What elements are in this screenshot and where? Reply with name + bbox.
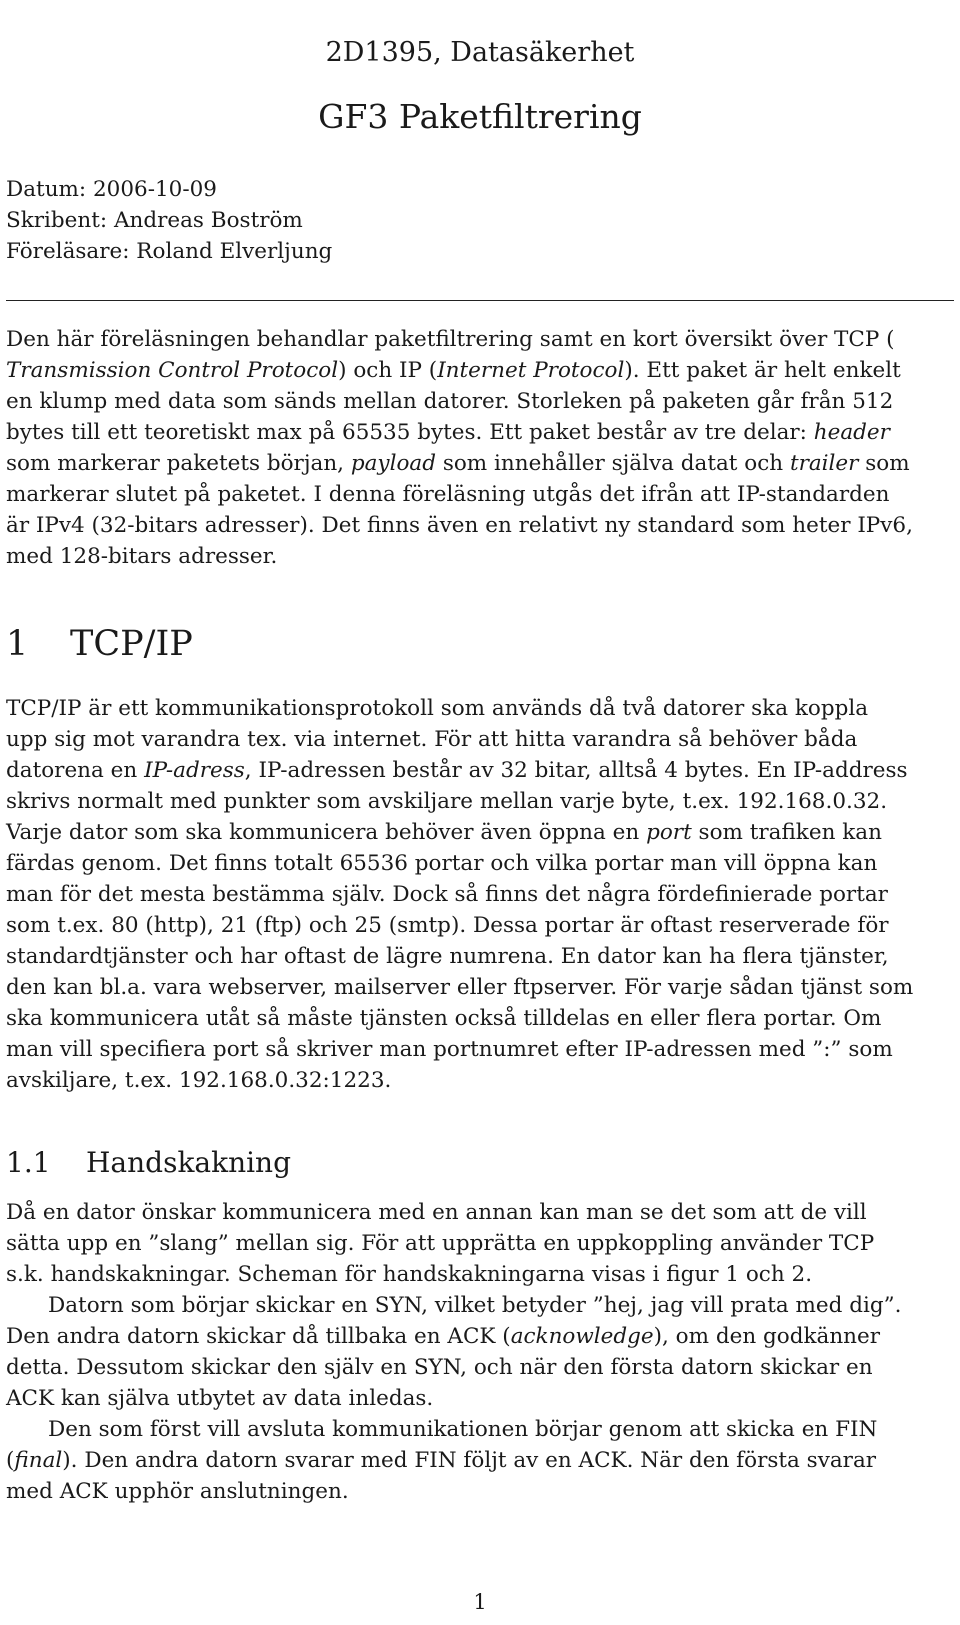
subsection-heading: 1.1 Handskakning	[6, 1146, 292, 1179]
text-line: är IPv4 (32-bitars adresser). Det finns även en relativt ny standard som heter IPv6,	[6, 513, 913, 538]
text-line: (final). Den andra datorn svarar med FIN följt av en ACK. När den första svarar	[6, 1448, 877, 1473]
text-line: Varje dator som ska kommunicera behöver även öppna en port som trafiken kan	[6, 820, 882, 845]
section-heading: 1 TCP/IP	[6, 624, 193, 664]
text-line: sätta upp en ”slang” mellan sig. För att upprätta en uppkoppling använder TCP	[6, 1231, 875, 1256]
text-line: markerar slutet på paketet. I denna föreläsning utgås det ifrån att IP-standarden	[6, 482, 890, 507]
text-line: med 128-bitars adresser.	[6, 544, 278, 569]
text-line: som markerar paketets början, payload som innehåller själva datat och trailer som	[6, 451, 910, 476]
text-line: skrivs normalt med punkter som avskiljare mellan varje byte, t.ex. 192.168.0.32.	[6, 789, 888, 814]
text-line: Då en dator önskar kommunicera med en annan kan man se det som att de vill	[6, 1200, 867, 1225]
meta-lecturer: Föreläsare: Roland Elverljung	[6, 239, 333, 264]
text-line: TCP/IP är ett kommunikationsprotokoll som används då två datorer ska koppla	[6, 696, 869, 721]
text-line: s.k. handskakningar. Scheman för handskakningarna visas i figur 1 och 2.	[6, 1262, 813, 1287]
text-line: Transmission Control Protocol) och IP (Internet Protocol). Ett paket är helt enkelt	[6, 358, 901, 383]
horizontal-rule	[6, 300, 954, 301]
meta-date: Datum: 2006-10-09	[6, 177, 217, 202]
page-number: 1	[473, 1590, 487, 1614]
document-title: GF3 Paketfiltrering	[318, 97, 642, 136]
text-line: bytes till ett teoretiskt max på 65535 bytes. Ett paket består av tre delar: header	[6, 420, 890, 445]
text-line: man för det mesta bestämma själv. Dock så finns det några fördefinierade portar	[6, 882, 888, 907]
text-line: färdas genom. Det finns totalt 65536 portar och vilka portar man vill öppna kan	[6, 851, 878, 876]
text-line: Den här föreläsningen behandlar paketfiltrering samt en kort översikt över TCP (	[6, 327, 895, 352]
text-line: en klump med data som sänds mellan datorer. Storleken på paketen går från 512	[6, 389, 894, 414]
text-line: Den som först vill avsluta kommunikationen börjar genom att skicka en FIN	[48, 1417, 878, 1442]
text-line: detta. Dessutom skickar den själv en SYN, och när den första datorn skickar en	[6, 1355, 873, 1380]
text-line: Den andra datorn skickar då tillbaka en ACK (acknowledge), om den godkänner	[6, 1324, 881, 1349]
text-line: som t.ex. 80 (http), 21 (ftp) och 25 (smtp). Dessa portar är oftast reserverade för	[6, 913, 889, 938]
course-title: 2D1395, Datasäkerhet	[325, 37, 635, 68]
meta-scribe: Skribent: Andreas Boström	[6, 208, 303, 233]
text-line: den kan bl.a. vara webserver, mailserver eller ftpserver. För varje sådan tjänst som	[6, 975, 914, 1000]
text-line: ACK kan själva utbytet av data inledas.	[6, 1386, 434, 1411]
text-line: upp sig mot varandra tex. via internet. För att hitta varandra så behöver båda	[6, 727, 858, 752]
text-line: ska kommunicera utåt så måste tjänsten också tilldelas en eller flera portar. Om	[6, 1006, 882, 1031]
text-line: med ACK upphör anslutningen.	[6, 1479, 349, 1504]
text-line: avskiljare, t.ex. 192.168.0.32:1223.	[6, 1068, 392, 1093]
text-line: Datorn som börjar skickar en SYN, vilket betyder ”hej, jag vill prata med dig”.	[48, 1293, 902, 1318]
text-line: man vill specifiera port så skriver man portnumret efter IP-adressen med ”:” som	[6, 1037, 893, 1062]
text-line: standardtjänster och har oftast de lägre numrena. En dator kan ha flera tjänster,	[6, 944, 889, 969]
text-line: datorena en IP-adress, IP-adressen består av 32 bitar, alltså 4 bytes. En IP-address	[6, 758, 908, 783]
